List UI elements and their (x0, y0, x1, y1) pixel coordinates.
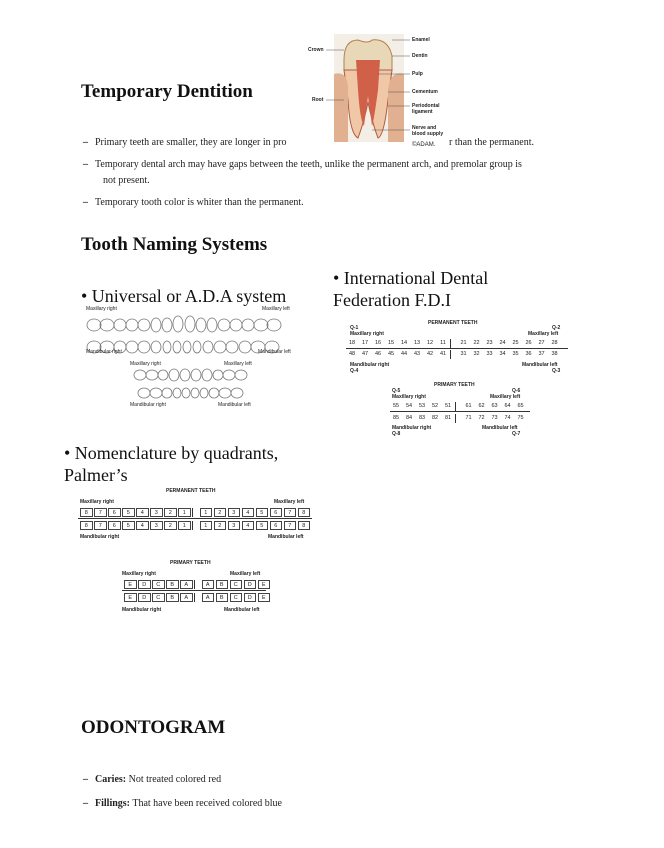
palmer-tooth-letter: B (216, 580, 229, 589)
fdi-tooth-number: 24 (499, 340, 506, 346)
quadrant-gap (450, 339, 456, 348)
palmer-tooth-number: 1 (200, 521, 213, 530)
palmer-tooth-letter: A (180, 580, 193, 589)
quadrant-gap (192, 521, 198, 530)
palmer-tooth-number: 4 (136, 521, 149, 530)
uni-prim-mand-right: Mandibular right (130, 402, 166, 408)
uni-mand-left: Mandibular left (258, 349, 291, 355)
fdi-tooth-number: 75 (517, 415, 524, 421)
fdi-tooth-number: 85 (392, 415, 400, 421)
fdi-perm-divider (346, 348, 568, 349)
fdi-tooth-number: 28 (551, 340, 558, 346)
uni-max-right: Maxillary right (86, 306, 117, 312)
fdi-tooth-number: 61 (465, 403, 472, 409)
adam-credit: ©ADAM. (412, 142, 436, 148)
palmer-perm-lower-row (80, 521, 312, 530)
fdi-tooth-number: 11 (440, 340, 446, 346)
palmer-tooth-letter: E (258, 580, 271, 589)
fdi-tooth-number: 17 (361, 340, 369, 346)
palmer-tooth-number: 4 (136, 508, 149, 517)
fdi-mand-left: Mandibular left (522, 362, 558, 368)
palmer-line-2: Palmer’s (64, 465, 128, 485)
palmer-max-right: Maxillary right (80, 499, 114, 505)
fdi-tooth-number: 81 (444, 415, 452, 421)
palmer-perm-upper-row (80, 508, 312, 517)
fdi-tooth-number: 43 (413, 351, 421, 357)
tooth-anatomy-figure (308, 30, 443, 148)
crown-label: Crown (308, 47, 324, 53)
fdi-tooth-number: 14 (400, 340, 408, 346)
palmer-diagram (78, 487, 318, 622)
fdi-tooth-number: 64 (504, 403, 511, 409)
fdi-prim-max-left: Maxillary left (490, 394, 521, 400)
palmer-tooth-number: 3 (150, 508, 163, 517)
quadrant-gap (194, 580, 200, 589)
palmer-tooth-number: 1 (200, 508, 213, 517)
palmer-tooth-letter: D (138, 593, 151, 602)
fdi-tooth-number: 31 (460, 351, 467, 357)
fdi-max-left: Maxillary left (528, 331, 559, 337)
caries-text: Not treated colored red (126, 774, 222, 785)
palmer-prim-max-right: Maxillary right (122, 571, 156, 577)
universal-diagram (84, 305, 294, 415)
quadrant-gap (450, 350, 456, 359)
fdi-q2: Q-2 (552, 325, 561, 331)
palmer-tooth-letter: C (230, 593, 243, 602)
temp-bullet-1: – Primary teeth are smaller, they are longer in pro (83, 137, 287, 148)
fdi-prim-title: PRIMARY TEETH (434, 382, 475, 388)
quadrant-gap (194, 593, 200, 602)
palmer-tooth-number: 8 (298, 521, 311, 530)
uni-prim-mand-left: Mandibular left (218, 402, 251, 408)
fdi-max-right: Maxillary right (350, 331, 384, 337)
fdi-tooth-number: 55 (392, 403, 400, 409)
palmer-tooth-letter: C (230, 580, 243, 589)
temp-bullet-3: – Temporary tooth color is whiter than the permanent. (83, 197, 304, 208)
fdi-tooth-number: 15 (387, 340, 395, 346)
palmer-prim-mand-right: Mandibular right (122, 607, 162, 613)
palmer-tooth-number: 1 (178, 521, 191, 530)
temporary-dentition-heading: Temporary Dentition (81, 81, 253, 102)
palmer-tooth-number: 5 (122, 521, 135, 530)
palmer-tooth-letter: E (124, 580, 137, 589)
fdi-tooth-number: 35 (512, 351, 519, 357)
fdi-tooth-number: 74 (504, 415, 511, 421)
palmer-tooth-number: 6 (108, 508, 121, 517)
palmer-tooth-number: 2 (214, 521, 227, 530)
palmer-prim-mand-left: Mandibular left (224, 607, 260, 613)
fdi-q6: Q-6 (512, 388, 521, 394)
odontogram-heading: ODONTOGRAM (81, 717, 226, 738)
fdi-tooth-number: 45 (387, 351, 395, 357)
fdi-diagram (346, 318, 570, 440)
fdi-tooth-number: 82 (431, 415, 439, 421)
fdi-q3: Q-3 (552, 368, 561, 374)
permanent-teeth-arch-icon (84, 313, 294, 363)
fdi-tooth-number: 16 (374, 340, 382, 346)
fdi-tooth-number: 12 (426, 340, 434, 346)
temp-bullet-2: – Temporary dental arch may have gaps between the teeth, unlike the permanent arch, and premolar group is (83, 159, 522, 170)
fdi-tooth-number: 47 (361, 351, 369, 357)
palmer-tooth-letter: B (166, 593, 179, 602)
fdi-tooth-number: 25 (512, 340, 519, 346)
fdi-tooth-number: 46 (374, 351, 382, 357)
fdi-system-label (333, 267, 488, 311)
palmer-tooth-number: 2 (164, 521, 177, 530)
fdi-tooth-number: 32 (473, 351, 480, 357)
fdi-q5: Q-5 (392, 388, 401, 394)
fdi-tooth-number: 42 (426, 351, 434, 357)
fdi-prim-max-right: Maxillary right (392, 394, 426, 400)
fillings-bullet: – Fillings: That have been received colored blue (83, 798, 282, 809)
palmer-tooth-number: 7 (94, 508, 107, 517)
palmer-tooth-number: 4 (242, 508, 255, 517)
fdi-q1: Q-1 (350, 325, 359, 331)
fdi-tooth-number: 84 (405, 415, 413, 421)
fdi-tooth-number: 83 (418, 415, 426, 421)
palmer-tooth-letter: A (202, 593, 215, 602)
primary-teeth-arch-icon (132, 365, 252, 405)
palmer-prim-max-left: Maxillary left (230, 571, 261, 577)
fdi-q7: Q-7 (512, 431, 521, 437)
caries-label: Caries: (95, 774, 127, 785)
dentin-label: Dentin (412, 53, 428, 59)
palmer-tooth-number: 6 (108, 521, 121, 530)
palmer-tooth-letter: C (152, 580, 165, 589)
fdi-tooth-number: 21 (460, 340, 467, 346)
fdi-tooth-number: 73 (491, 415, 498, 421)
enamel-label: Enamel (412, 37, 430, 43)
palmer-tooth-letter: A (202, 580, 215, 589)
palmer-tooth-number: 2 (214, 508, 227, 517)
temp-bullet-1-tail: r than the permanent. (449, 137, 534, 148)
palmer-prim-upper-row (124, 580, 272, 589)
palmer-max-left: Maxillary left (274, 499, 305, 505)
quadrant-gap (192, 508, 198, 517)
palmer-line-1: • Nomenclature by quadrants, (64, 443, 279, 463)
naming-systems-heading: Tooth Naming Systems (81, 234, 268, 255)
fdi-tooth-number: 44 (400, 351, 408, 357)
fdi-tooth-number: 37 (538, 351, 545, 357)
quadrant-gap (455, 402, 461, 411)
fdi-line-1: • International Dental (333, 268, 489, 288)
palmer-tooth-number: 2 (164, 508, 177, 517)
fillings-label: Fillings: (95, 798, 131, 809)
uni-prim-max-right: Maxillary right (130, 361, 161, 367)
fdi-tooth-number: 71 (465, 415, 472, 421)
palmer-tooth-number: 5 (122, 508, 135, 517)
palmer-tooth-number: 3 (228, 508, 241, 517)
pulp-label: Pulp (412, 71, 423, 77)
palmer-tooth-number: 6 (270, 521, 283, 530)
fdi-tooth-number: 38 (551, 351, 558, 357)
fdi-tooth-number: 53 (418, 403, 426, 409)
palmer-mand-left: Mandibular left (268, 534, 304, 540)
uni-prim-max-left: Maxillary left (224, 361, 252, 367)
palmer-tooth-letter: E (124, 593, 137, 602)
fdi-tooth-number: 72 (478, 415, 485, 421)
root-label: Root (312, 97, 324, 103)
fdi-tooth-number: 48 (348, 351, 356, 357)
fdi-tooth-number: 62 (478, 403, 485, 409)
fdi-tooth-number: 51 (444, 403, 452, 409)
fdi-mand-right: Mandibular right (350, 362, 390, 368)
fdi-prim-mand-right: Mandibular right (392, 425, 432, 431)
fdi-tooth-number: 33 (486, 351, 493, 357)
palmer-tooth-number: 8 (80, 508, 93, 517)
fdi-line-2: Federation F.D.I (333, 290, 452, 310)
palmer-tooth-letter: D (244, 593, 257, 602)
fdi-prim-upper-row (390, 402, 528, 411)
fillings-text: That have been received colored blue (130, 798, 282, 809)
fdi-tooth-number: 22 (473, 340, 480, 346)
palmer-prim-title: PRIMARY TEETH (170, 560, 211, 566)
fdi-tooth-number: 52 (431, 403, 439, 409)
fdi-prim-mand-left: Mandibular left (482, 425, 518, 431)
palmer-perm-divider (78, 518, 312, 519)
palmer-tooth-number: 7 (284, 521, 297, 530)
universal-system-label: • Universal or A.D.A system (81, 286, 287, 306)
uni-mand-right: Mandibular right (86, 349, 122, 355)
palmer-prim-divider (122, 590, 266, 591)
cementum-label: Cementum (412, 89, 438, 95)
fdi-q4: Q-4 (350, 368, 359, 374)
fdi-tooth-number: 54 (405, 403, 413, 409)
fdi-tooth-number: 27 (538, 340, 545, 346)
palmer-tooth-letter: D (138, 580, 151, 589)
fdi-perm-upper-row (346, 339, 562, 348)
palmer-perm-title: PERMANENT TEETH (166, 488, 216, 494)
palmer-tooth-number: 5 (256, 521, 269, 530)
fdi-tooth-number: 41 (439, 351, 447, 357)
temp-bullet-2-cont: not present. (103, 175, 150, 186)
palmer-prim-lower-row (124, 593, 272, 602)
palmer-tooth-number: 4 (242, 521, 255, 530)
fdi-perm-title: PERMANENT TEETH (428, 320, 478, 326)
fdi-tooth-number: 63 (491, 403, 498, 409)
fdi-perm-lower-row (346, 350, 562, 359)
palmer-tooth-number: 8 (298, 508, 311, 517)
fdi-tooth-number: 13 (413, 340, 421, 346)
uni-max-left: Maxillary left (262, 306, 290, 312)
palmer-tooth-number: 7 (284, 508, 297, 517)
palmer-mand-right: Mandibular right (80, 534, 120, 540)
palmer-tooth-number: 5 (256, 508, 269, 517)
palmer-tooth-number: 3 (150, 521, 163, 530)
palmer-tooth-number: 7 (94, 521, 107, 530)
fdi-q8: Q-8 (392, 431, 401, 437)
fdi-tooth-number: 26 (525, 340, 532, 346)
quadrant-gap (455, 414, 461, 423)
fdi-tooth-number: 23 (486, 340, 493, 346)
fdi-prim-lower-row (390, 414, 528, 423)
fdi-prim-divider (390, 411, 530, 412)
nerve-label: Nerve and blood supply (412, 125, 444, 137)
periodontal-label: Periodontal ligament (412, 103, 440, 115)
palmer-tooth-letter: D (244, 580, 257, 589)
palmer-tooth-letter: C (152, 593, 165, 602)
palmer-tooth-number: 6 (270, 508, 283, 517)
fdi-tooth-number: 18 (348, 340, 356, 346)
palmer-tooth-letter: B (166, 580, 179, 589)
fdi-tooth-number: 34 (499, 351, 506, 357)
palmer-system-label (64, 442, 278, 486)
palmer-tooth-letter: E (258, 593, 271, 602)
palmer-tooth-number: 3 (228, 521, 241, 530)
fdi-tooth-number: 65 (517, 403, 524, 409)
palmer-tooth-letter: B (216, 593, 229, 602)
palmer-tooth-number: 8 (80, 521, 93, 530)
palmer-tooth-number: 1 (178, 508, 191, 517)
caries-bullet: – Caries: Not treated colored red (83, 774, 222, 785)
palmer-tooth-letter: A (180, 593, 193, 602)
fdi-tooth-number: 36 (525, 351, 532, 357)
